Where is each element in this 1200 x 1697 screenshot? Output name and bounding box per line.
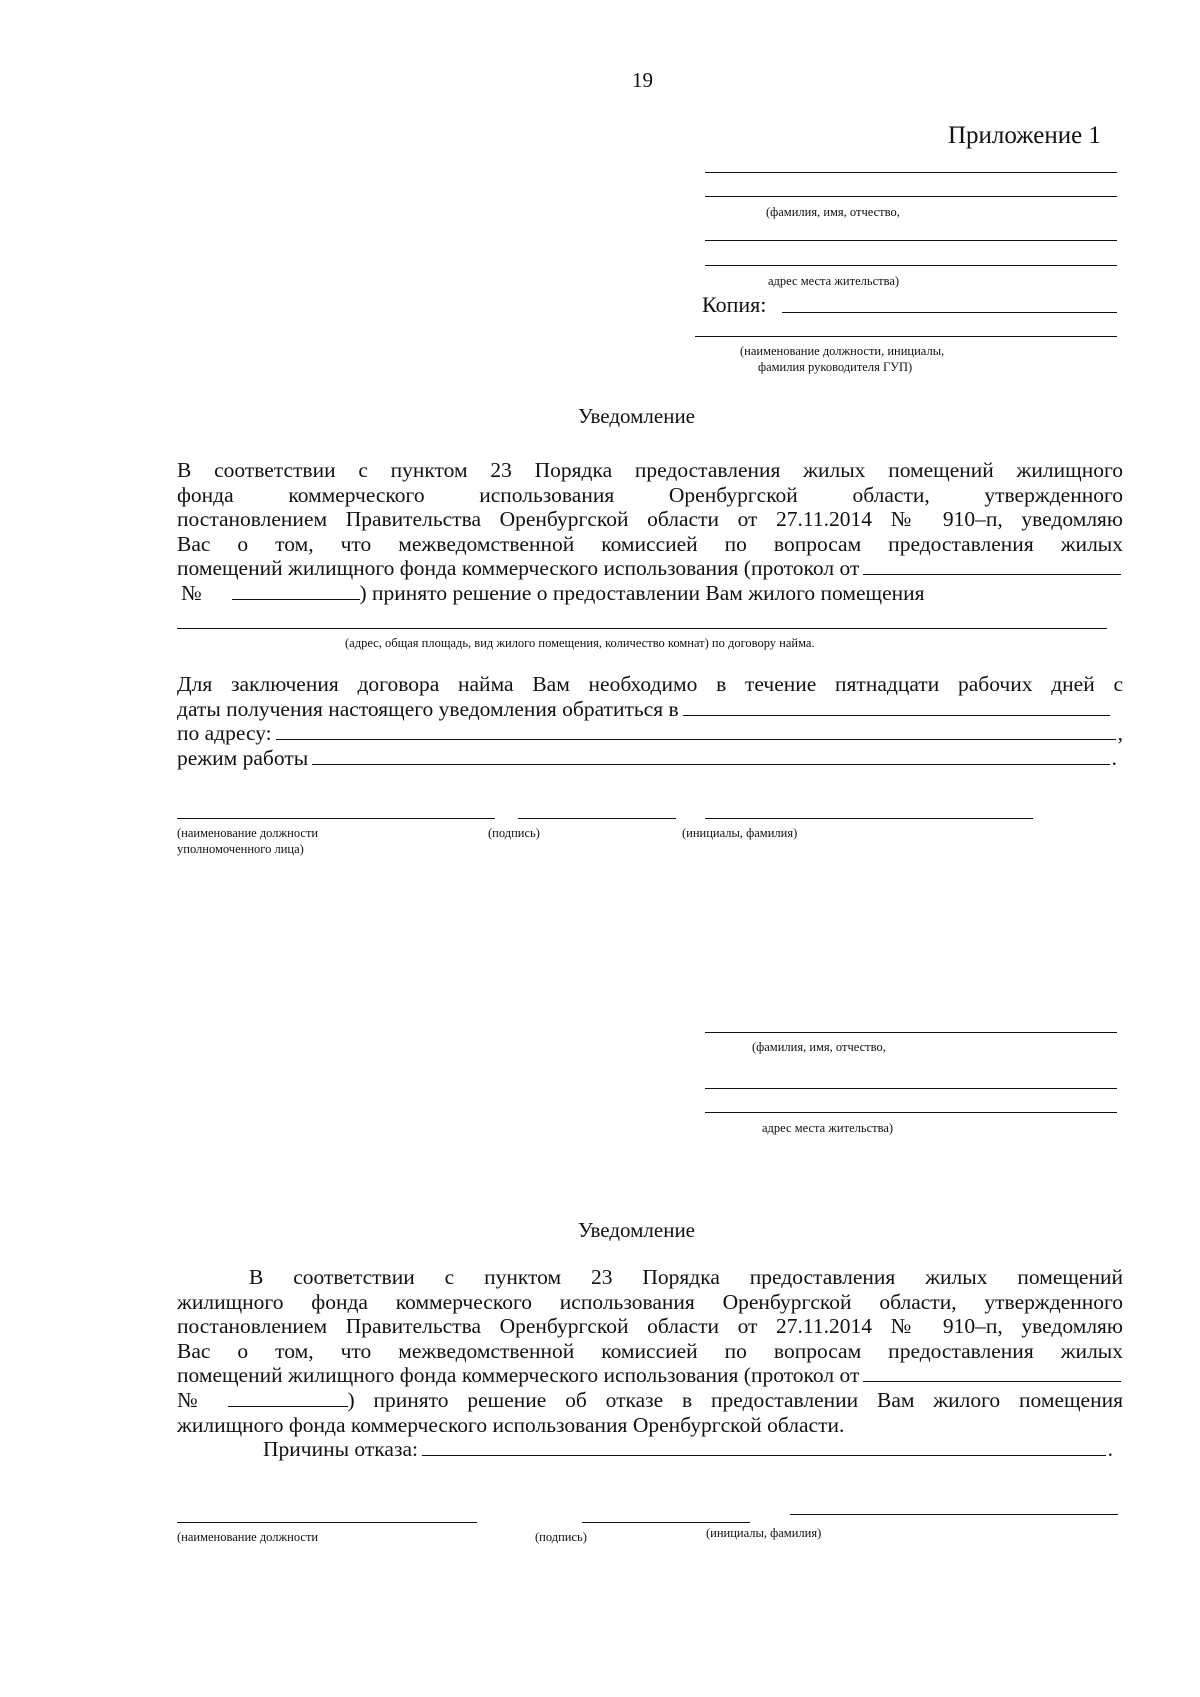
hours-end: . [1111, 745, 1117, 770]
protocol2-date-field[interactable] [863, 1364, 1121, 1382]
sig-position-line[interactable] [177, 818, 495, 819]
sig-signature-line[interactable] [518, 818, 676, 819]
paragraph-line: жилищного фонда коммерческого использования Оренбургской области, утвержденного [177, 1289, 1123, 1314]
copy-label: Копия: [702, 292, 767, 317]
paragraph-line: постановлением Правительства Оренбургской области от 27.11.2014 № 910–п, уведомляю [177, 507, 1123, 532]
caption-address: адрес места жительства) [768, 274, 900, 288]
protocol-date-field[interactable] [863, 557, 1121, 575]
reasons-row [177, 1437, 1113, 1462]
hours-label: режим работы [177, 745, 309, 770]
hours-field[interactable] [312, 747, 1109, 765]
decision-text: ) принято решение о предоставлении Вам жилого помещения [359, 580, 925, 605]
protocol-row [177, 556, 1123, 581]
sig2-name-line[interactable] [790, 1514, 1118, 1515]
protocol2-number-field[interactable] [228, 1389, 348, 1407]
premises-line[interactable] [177, 628, 1107, 629]
recipient-line-3 [705, 240, 1117, 241]
hours-row [177, 746, 1117, 771]
notice-paragraph-1 [177, 458, 1123, 606]
paragraph-line: Вас о том, что межведомственной комиссией по вопросам предоставления жилых [177, 531, 1123, 556]
sig2-signature-line[interactable] [582, 1522, 750, 1523]
appendix-label: Приложение 1 [948, 122, 1101, 149]
number-label: № [181, 580, 202, 605]
notice-paragraph-2 [177, 1265, 1123, 1462]
last-line: жилищного фонда коммерческого использования Оренбургской области. [177, 1412, 845, 1437]
protocol-text: помещений жилищного фонда коммерческого использования (протокол от [177, 556, 860, 581]
paragraph-line: Вас о том, что межведомственной комиссией по вопросам предоставления жилых [177, 1338, 1123, 1363]
notice-title-1: Уведомление [578, 404, 696, 428]
contract-text: даты получения настоящего уведомления обратиться в [177, 696, 679, 721]
decision2-text: ) принято решение об отказе в предоставлении Вам жилого помещения [347, 1387, 1123, 1412]
organization-field[interactable] [683, 698, 1110, 716]
number2-label: № [177, 1387, 198, 1412]
recipient-line-1 [705, 172, 1117, 173]
sig-position-caption-2: уполномоченного лица) [177, 842, 304, 856]
sig2-signature-caption: (подпись) [535, 1530, 587, 1544]
recipient-line-2 [705, 196, 1117, 197]
paragraph-line: постановлением Правительства Оренбургской области от 27.11.2014 № 910–п, уведомляю [177, 1314, 1123, 1339]
paragraph-line: В соответствии с пунктом 23 Порядка предоставления жилых помещений жилищного [177, 458, 1123, 482]
address-label: по адресу: [177, 721, 272, 746]
caption-position-1: (наименование должности, инициалы, [740, 344, 945, 358]
decision2-row [177, 1388, 1123, 1413]
decision-row [177, 581, 1123, 606]
copy-line-1 [782, 312, 1117, 313]
contract-line: Для заключения договора найма Вам необходимо в течение пятнадцати рабочих дней с [177, 672, 1123, 696]
reasons-end: . [1107, 1437, 1113, 1462]
reasons-label: Причины отказа: [263, 1437, 418, 1462]
caption-position-2: фамилия руководителя ГУП) [758, 360, 913, 374]
recipient2-line-1 [705, 1032, 1117, 1033]
caption2-fio: (фамилия, имя, отчество, [752, 1040, 886, 1054]
recipient-line-4 [705, 265, 1117, 266]
caption-fio: (фамилия, имя, отчество, [766, 205, 900, 219]
recipient2-line-2 [705, 1088, 1117, 1089]
protocol2-text: помещений жилищного фонда коммерческого использования (протокол от [177, 1363, 860, 1388]
sig2-position-caption: (наименование должности [177, 1530, 319, 1544]
sig2-name-caption: (инициалы, фамилия) [706, 1526, 822, 1540]
sig-position-caption-1: (наименование должности [177, 826, 319, 840]
notice-title-2: Уведомление [578, 1218, 696, 1242]
copy-line-2 [695, 336, 1117, 337]
page-number: 19 [632, 68, 653, 92]
recipient2-line-3 [705, 1112, 1117, 1113]
address-row [177, 721, 1123, 746]
paragraph-line: В соответствии с пунктом 23 Порядка предоставления жилых помещений [249, 1265, 1123, 1289]
address-field[interactable] [276, 722, 1116, 740]
sig-signature-caption: (подпись) [488, 826, 540, 840]
address-end: , [1117, 721, 1123, 746]
protocol2-row [177, 1363, 1123, 1388]
sig-name-caption: (инициалы, фамилия) [682, 826, 798, 840]
sig2-position-line[interactable] [177, 1522, 477, 1523]
contract-paragraph [177, 672, 1123, 770]
caption2-address: адрес места жительства) [762, 1121, 894, 1135]
sig-name-line[interactable] [705, 818, 1033, 819]
paragraph-line: фонда коммерческого использования Оренбургской области, утвержденного [177, 482, 1123, 507]
caption-premises: (адрес, общая площадь, вид жилого помещения, количество комнат) по договору найма. [345, 636, 815, 650]
protocol-number-field[interactable] [232, 582, 360, 600]
contract-row [177, 697, 1112, 722]
reasons-field[interactable] [422, 1438, 1106, 1456]
